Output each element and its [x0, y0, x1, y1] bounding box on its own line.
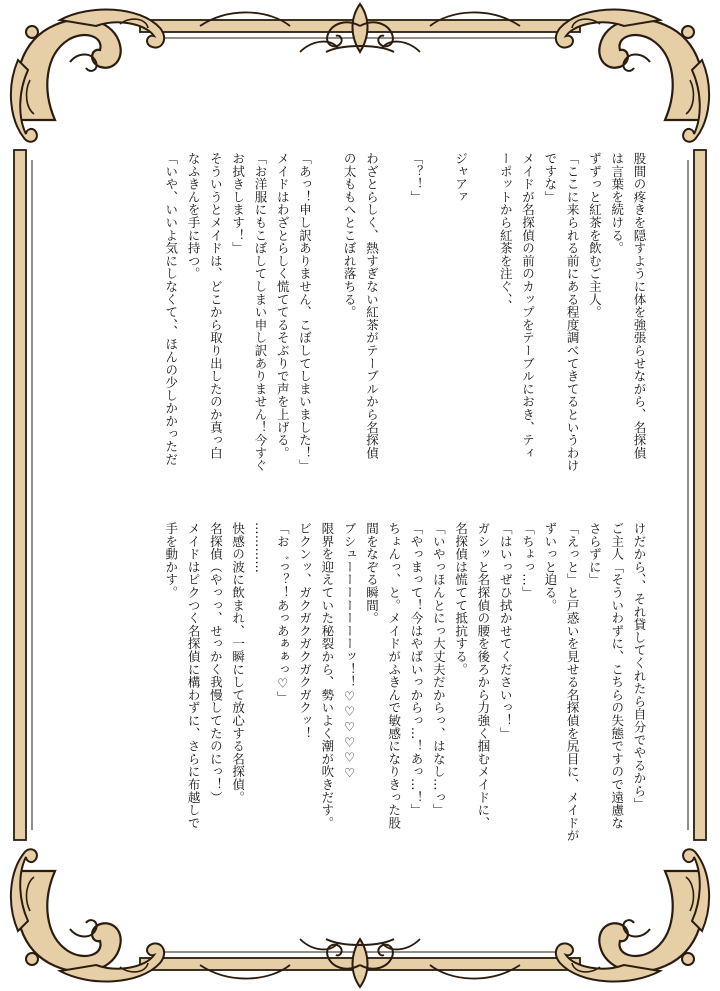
text-line: 「お洋服にもこぼしてしまい申し訳ありません！今すぐ: [252, 152, 268, 472]
text-line: 「ここに来られる前にある程度調べてきてるというわけ: [565, 152, 581, 472]
text-line: は言葉を続ける。: [609, 152, 625, 255]
text-line: ちょんっ、と。メイドがふきんで敏感になりきった股: [386, 522, 402, 830]
text-line: ビクンッ、ガクガクガクガクガクッ！: [297, 522, 313, 740]
upper-text-block: [159, 152, 650, 492]
text-line: [382, 152, 404, 492]
text-line: ずいっと迫る。: [542, 522, 558, 612]
text-line: 限界を迎えていた秘裂から、勢いよく潮が吹きだす。: [319, 522, 335, 830]
text-line: メイドが名探偵の前のカップをテーブルにおき、ティ: [520, 152, 536, 460]
text-line: ご主人「そういわずに、こちらの失態ですので遠慮な: [609, 522, 625, 830]
text-line: 「あっ！申し訳ありません、こぼしてしまいました！」: [297, 152, 313, 472]
text-line: ジャアァ: [453, 152, 469, 204]
text-line: メイドはわざとらしく慌ててるそぶりで声を上げる。: [275, 152, 291, 460]
text-line: なふきんを手に持つ。: [186, 152, 202, 280]
text-line: ずずっと紅茶を飲むご主人。: [587, 152, 603, 319]
text-line: [427, 152, 449, 492]
text-line: そういうとメイドは、どこから取り出したのか真っ白: [208, 152, 224, 460]
text-line: メイドはピクつく名探偵に構わずに、さらに布越しで: [186, 522, 202, 830]
text-line: 間をなぞる瞬間。: [364, 522, 380, 625]
text-line: 「お゛っ？！あっあぁぁっ♡」: [275, 522, 291, 704]
lower-text-block: [159, 522, 650, 852]
text-line: 「はいっぜひ拭かせてくださいっ！」: [498, 522, 514, 740]
text-line: ガシッと名探偵の腰を後ろから力強く掴むメイドに、: [475, 522, 491, 830]
text-line: 名探偵は慌てて抵抗する。: [453, 522, 469, 676]
text-line: 「いやっほんとにっ大丈夫だからっ、はなし…っ」: [431, 522, 447, 817]
text-line: 「いや、いいよ気にしなくて、、ほんの少しかかっただ: [163, 152, 179, 466]
text-line: ーポットから紅茶を注ぐ、、: [498, 152, 514, 313]
text-line: [472, 152, 494, 492]
text-line: 「ちょっ…」: [520, 522, 536, 599]
text-line: けだから、、それ貸してくれたら自分でやるから」: [632, 522, 647, 811]
text-line: ブシューーーーーーーッ！！♡♡♡♡♡♡: [342, 522, 358, 781]
text-line: 名探偵（やっっ、せっかく我慢してたのにっ！）: [208, 522, 224, 804]
text-line: 「？！」: [409, 152, 425, 204]
text-line: ですな」: [542, 152, 558, 204]
text-line: さらずに」: [587, 522, 603, 586]
text-line: の太ももへとこぼれ落ちる。: [342, 152, 358, 319]
text-line: [316, 152, 338, 492]
text-line: …………: [252, 522, 268, 574]
text-line: わざとらしく、熱すぎない紅茶がテーブルから名探偵: [364, 152, 380, 460]
text-line: 「やっまって！今はやばいっからっ…！あっ…！」: [409, 522, 425, 817]
text-line: 快感の波に飲まれ、一瞬にして放心する名探偵。: [230, 522, 246, 804]
page-text-area: [70, 140, 650, 860]
text-line: 股間の疼きを隠すように体を強張らせながら、名探偵: [632, 152, 647, 460]
text-line: 手を動かす。: [163, 522, 179, 599]
text-line: お拭きします！」: [230, 152, 246, 255]
text-line: 「えっと」と戸惑いを見せる名探偵を尻目に、メイドが: [565, 522, 581, 842]
